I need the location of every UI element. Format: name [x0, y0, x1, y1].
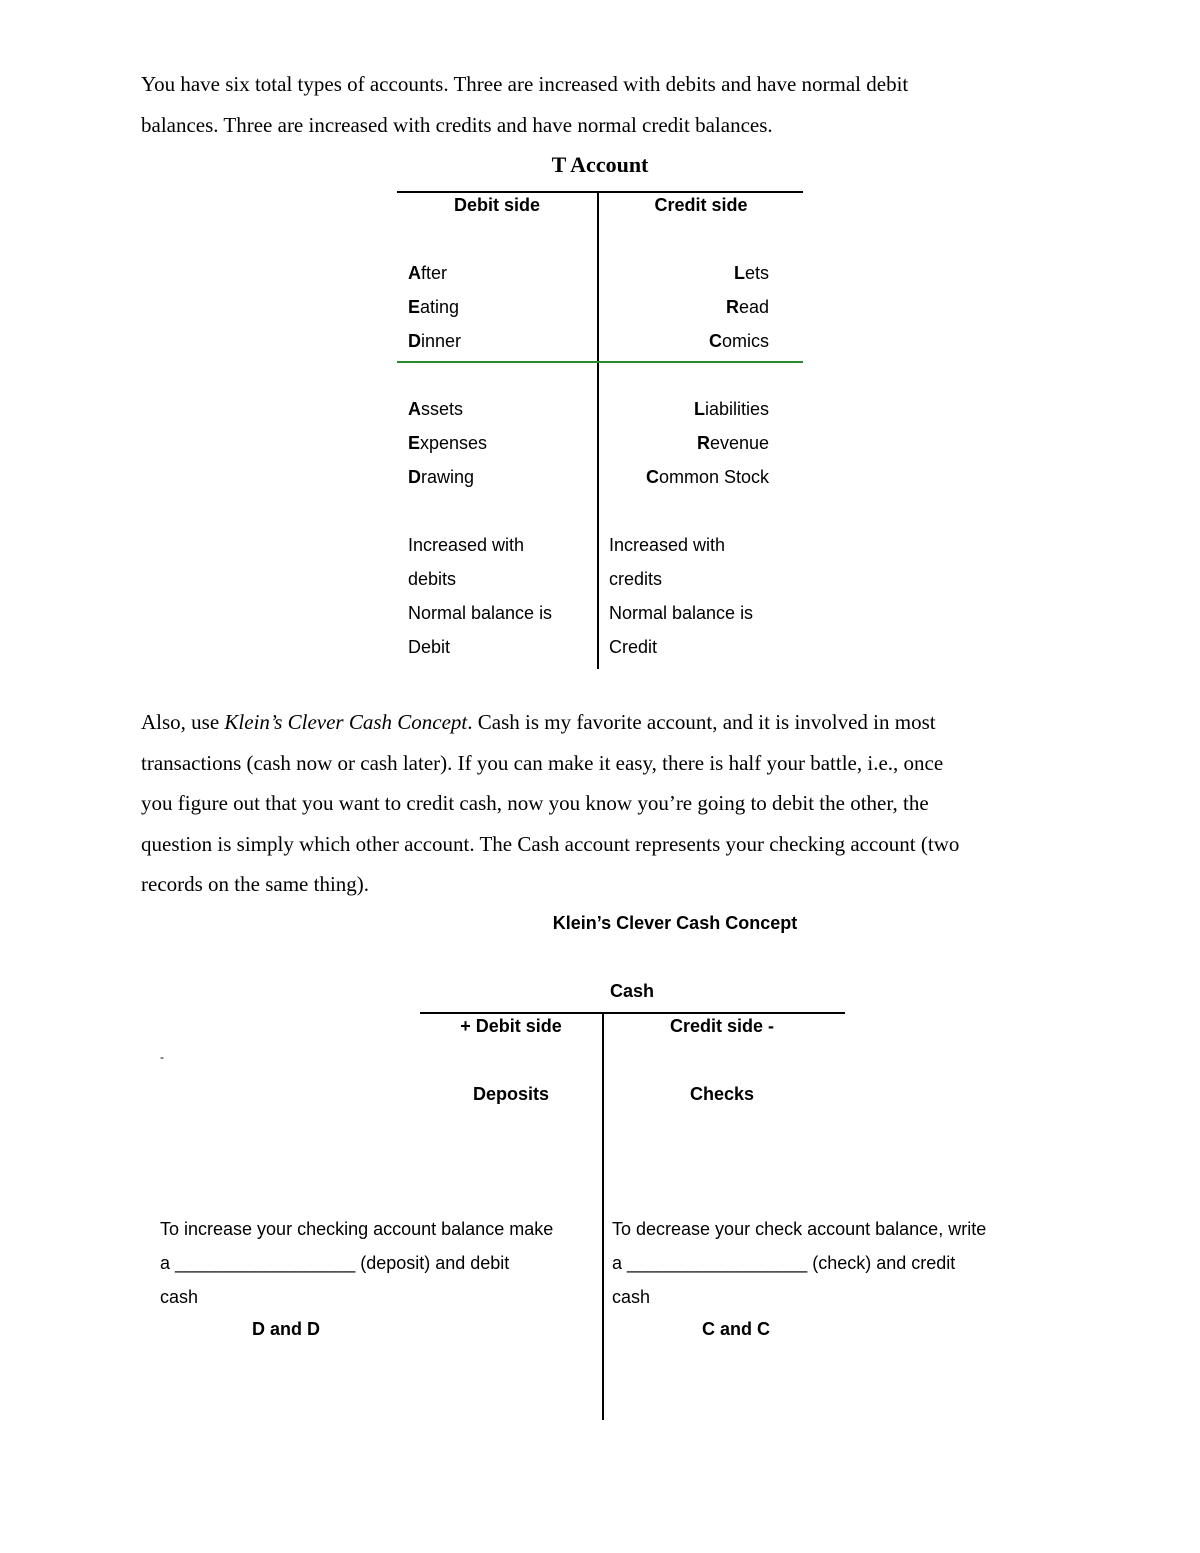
debit-explanation-line: a __________________ (deposit) and debit	[160, 1253, 510, 1273]
mnemonic-debit-item: Eating	[408, 297, 460, 317]
credit-rule-label: C and C	[702, 1319, 771, 1339]
debit-explanation-line: cash	[160, 1287, 199, 1307]
mnemonic-credit-item: Read	[725, 297, 769, 317]
cash-account-title: Cash	[609, 981, 654, 1001]
intro-line-2: balances. Three are increased with credits and have normal credit balances.	[141, 112, 773, 137]
credit-note-line: Credit	[609, 637, 658, 657]
cash-debit-header: + Debit side	[460, 1016, 562, 1036]
t-credit-header: Credit side	[654, 195, 748, 215]
debit-note-line: Normal balance is	[408, 603, 553, 623]
mnemonic-credit-list	[600, 256, 769, 358]
mnemonic-debit-list	[408, 256, 593, 358]
mnemonic-credit-item: Lets	[733, 263, 769, 283]
debit-note-line: Increased with	[408, 535, 525, 555]
credit-explanation-line: To decrease your check account balance, write	[612, 1219, 987, 1239]
account-credit-item: Revenue	[696, 433, 769, 453]
account-debit-item: Assets	[408, 399, 464, 419]
debit-note-line: Debit	[408, 637, 451, 657]
debit-notes	[408, 528, 593, 664]
also-line-3: you figure out that you want to credit cash, now you know you’re going to debit the other, the	[141, 791, 929, 815]
also-line-5: records on the same thing).	[141, 872, 370, 896]
stray-mark: -	[160, 1050, 164, 1064]
checks-label: Checks	[689, 1084, 755, 1104]
debit-explanation-line: To increase your checking account balance make	[160, 1219, 554, 1239]
also-line-2: transactions (cash now or cash later). If you can make it easy, there is half your battle, i.e., once	[141, 750, 944, 775]
mnemonic-credit-item: Comics	[708, 331, 769, 351]
mnemonic-debit-item: After	[408, 263, 448, 283]
t-account-divider-rule	[397, 361, 803, 363]
credit-note-line: Increased with	[609, 535, 726, 555]
credit-note-line: credits	[609, 569, 663, 589]
cash-concept-paragraph	[141, 702, 1081, 905]
account-debit-item: Drawing	[408, 467, 475, 487]
credit-note-line: Normal balance is	[609, 603, 754, 623]
debit-rule-label: D and D	[252, 1319, 321, 1339]
also-line-1: Also, use Klein’s Clever Cash Concept. Cash is my favorite account, and it is involved in most	[141, 710, 936, 734]
mnemonic-debit-item: Dinner	[408, 331, 462, 351]
cash-center-rule	[602, 1014, 604, 1420]
t-account-title: T Account	[551, 152, 649, 177]
deposits-label: Deposits	[472, 1084, 550, 1104]
intro-line-1: You have six total types of accounts. Three are increased with debits and have normal debit	[141, 72, 909, 96]
credit-explanation-line: cash	[612, 1287, 651, 1307]
account-debit-item: Expenses	[408, 433, 488, 453]
concept-name: Klein’s Clever Cash Concept	[224, 710, 468, 734]
account-credit-item: Common Stock	[645, 467, 769, 487]
accounts-credit-list	[600, 392, 769, 494]
credit-notes	[609, 528, 794, 664]
cash-credit-header: Credit side -	[669, 1016, 775, 1036]
cash-concept-heading: Klein’s Clever Cash Concept	[552, 913, 798, 933]
credit-explanation	[612, 1212, 1052, 1314]
debit-note-line: debits	[408, 569, 457, 589]
intro-paragraph	[141, 64, 1076, 145]
also-line-4: question is simply which other account. The Cash account represents your checking account (two	[141, 831, 960, 856]
debit-explanation	[160, 1212, 600, 1314]
credit-explanation-line: a __________________ (check) and credit	[612, 1253, 956, 1273]
t-debit-header: Debit side	[453, 195, 541, 215]
account-credit-item: Liabilities	[693, 399, 769, 419]
t-account-center-rule	[597, 193, 599, 669]
accounts-debit-list	[408, 392, 593, 494]
